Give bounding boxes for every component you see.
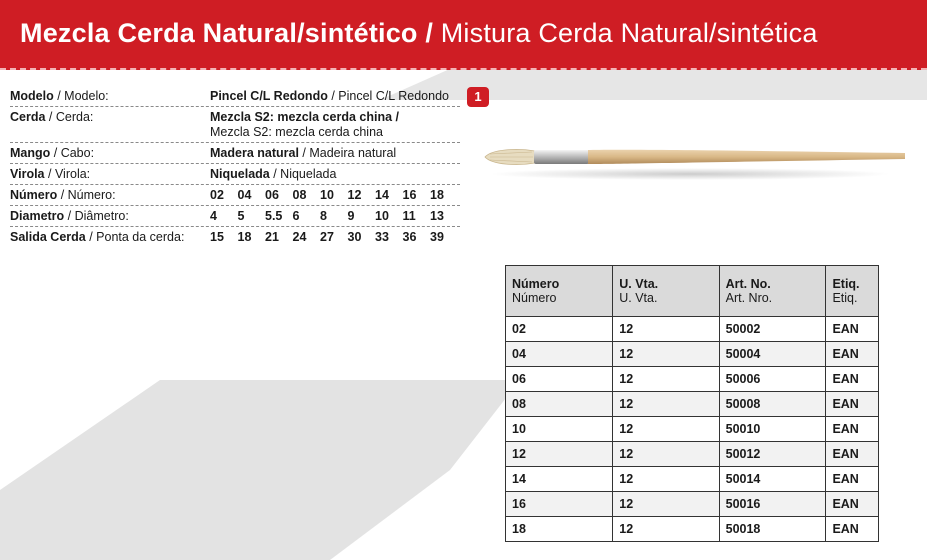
diameter-value: 11 [402, 209, 416, 223]
length-value: 27 [320, 230, 334, 244]
spec-value: Pincel C/L Redondo / Pincel C/L Redondo [210, 89, 449, 103]
spec-label: Mango / Cabo: [10, 146, 95, 160]
spec-label: Salida Cerda / Ponta da cerda: [10, 230, 185, 244]
size-value: 10 [320, 188, 334, 202]
spec-row-numero [10, 185, 460, 206]
size-value: 16 [402, 188, 417, 202]
cell-numero: 04 [506, 342, 613, 367]
spec-row-cerda [10, 107, 460, 143]
cell-numero: 06 [506, 367, 613, 392]
table-row [506, 492, 879, 517]
cell-articulo: 50002 [719, 317, 826, 342]
article-table [505, 265, 879, 542]
cell-numero: 10 [506, 417, 613, 442]
diameter-value: 10 [375, 209, 389, 223]
spec-label: Virola / Virola: [10, 167, 91, 181]
spec-row-mango [10, 143, 460, 164]
label-es: Diametro [10, 209, 65, 223]
length-value: 18 [237, 230, 252, 244]
column-header-etiqueta [826, 266, 879, 317]
label-pt: Número: [67, 188, 116, 202]
diameter-value: 8 [320, 209, 327, 223]
table-row [506, 367, 879, 392]
table-row [506, 417, 879, 442]
cell-etiqueta: EAN [826, 517, 879, 542]
header-pt: Etiq. [832, 291, 858, 305]
cell-articulo: 50006 [719, 367, 826, 392]
header-pt: U. Vta. [619, 291, 658, 305]
spec-value: Madera natural / Madeira natural [210, 146, 397, 160]
spec-value [210, 110, 460, 140]
cell-articulo: 50018 [719, 517, 826, 542]
title-portuguese: Mistura Cerda Natural/sintética [440, 18, 818, 48]
diameter-value: 9 [347, 209, 355, 223]
cell-numero: 18 [506, 517, 613, 542]
cell-etiqueta: EAN [826, 392, 879, 417]
value-pt: Pincel C/L Redondo [338, 89, 449, 103]
cell-articulo: 50010 [719, 417, 826, 442]
label-es: Número [10, 188, 58, 202]
column-header-unidad-venta [613, 266, 719, 317]
cell-etiqueta: EAN [826, 367, 879, 392]
value-es: Madera natural [210, 146, 299, 160]
spec-row-modelo [10, 86, 460, 107]
diameter-value: 5.5 [265, 209, 283, 223]
title-banner [0, 0, 927, 70]
paintbrush-image [480, 130, 910, 190]
table-row [506, 317, 879, 342]
header-es: Número [512, 277, 560, 291]
label-es: Cerda [10, 110, 46, 124]
value-pt: Niquelada [280, 167, 337, 181]
label-es: Virola [10, 167, 45, 181]
label-pt: Ponta da cerda: [96, 230, 185, 244]
size-value: 14 [375, 188, 389, 202]
spec-label: Número / Número: [10, 188, 116, 202]
length-value: 39 [430, 230, 444, 244]
table-row [506, 517, 879, 542]
label-es: Modelo [10, 89, 54, 103]
diametro-values [210, 209, 460, 224]
cell-numero: 16 [506, 492, 613, 517]
label-pt: Virola: [54, 167, 91, 181]
table-row [506, 392, 879, 417]
spec-row-diametro [10, 206, 460, 227]
cell-numero: 12 [506, 442, 613, 467]
length-value: 15 [210, 230, 224, 244]
header-es: Art. No. [725, 277, 771, 291]
size-value: 06 [265, 188, 279, 202]
title-spanish: Mezcla Cerda Natural/sintético / [20, 18, 434, 48]
column-header-numero [506, 266, 613, 317]
cell-unidad: 12 [613, 467, 719, 492]
cell-articulo: 50008 [719, 392, 826, 417]
cell-etiqueta: EAN [826, 417, 879, 442]
cell-unidad: 12 [613, 417, 719, 442]
cell-unidad: 12 [613, 392, 719, 417]
size-value: 18 [430, 188, 444, 202]
cell-numero: 14 [506, 467, 613, 492]
spec-label: Cerda / Cerda: [10, 110, 94, 124]
table-row [506, 467, 879, 492]
spec-row-salida [10, 227, 460, 247]
length-value: 33 [375, 230, 389, 244]
header-es: U. Vta. [619, 277, 659, 291]
column-header-articulo [719, 266, 826, 317]
cell-etiqueta: EAN [826, 342, 879, 367]
cell-unidad: 12 [613, 492, 719, 517]
diameter-value: 5 [237, 209, 245, 223]
spec-label: Modelo / Modelo: [10, 89, 109, 103]
page-title [20, 18, 818, 49]
value-es: Pincel C/L Redondo [210, 89, 328, 103]
cell-articulo: 50004 [719, 342, 826, 367]
cell-etiqueta: EAN [826, 442, 879, 467]
spec-value: Niquelada / Niquelada [210, 167, 337, 181]
diameter-value: 6 [292, 209, 300, 223]
value-es: Niquelada [210, 167, 270, 181]
header-pt: Art. Nro. [725, 291, 773, 305]
label-pt: Cerda: [55, 110, 94, 124]
size-value: 02 [210, 188, 224, 202]
cell-numero: 02 [506, 317, 613, 342]
cell-numero: 08 [506, 392, 613, 417]
value-pt: Mezcla S2: mezcla cerda china [210, 125, 383, 139]
numero-values [210, 188, 460, 203]
header-pt: Número [512, 291, 557, 305]
size-value: 04 [237, 188, 252, 202]
cell-articulo: 50012 [719, 442, 826, 467]
spec-label: Diametro / Diâmetro: [10, 209, 129, 223]
cell-articulo: 50014 [719, 467, 826, 492]
salida-values [210, 230, 460, 245]
label-es: Salida Cerda [10, 230, 86, 244]
cell-unidad: 12 [613, 517, 719, 542]
cell-unidad: 12 [613, 317, 719, 342]
cell-unidad: 12 [613, 367, 719, 392]
length-value: 36 [402, 230, 417, 244]
spec-list [10, 86, 460, 247]
cell-articulo: 50016 [719, 492, 826, 517]
size-value: 12 [347, 188, 362, 202]
table-row [506, 342, 879, 367]
size-value: 08 [292, 188, 307, 202]
diameter-value: 4 [210, 209, 217, 223]
label-es: Mango [10, 146, 51, 160]
length-value: 21 [265, 230, 279, 244]
spec-row-virola [10, 164, 460, 185]
length-value: 24 [292, 230, 307, 244]
cell-etiqueta: EAN [826, 317, 879, 342]
cell-etiqueta: EAN [826, 467, 879, 492]
table-header-row [506, 266, 879, 317]
diameter-value: 13 [430, 209, 444, 223]
header-es: Etiq. [832, 277, 860, 291]
product-number-badge: 1 [467, 87, 489, 107]
label-pt: Diâmetro: [74, 209, 129, 223]
value-es: Mezcla S2: mezcla cerda china / [210, 110, 399, 124]
label-pt: Cabo: [60, 146, 95, 160]
cell-unidad: 12 [613, 342, 719, 367]
cell-etiqueta: EAN [826, 492, 879, 517]
cell-unidad: 12 [613, 442, 719, 467]
value-pt: Madeira natural [309, 146, 397, 160]
table-row [506, 442, 879, 467]
label-pt: Modelo: [64, 89, 109, 103]
length-value: 30 [347, 230, 362, 244]
